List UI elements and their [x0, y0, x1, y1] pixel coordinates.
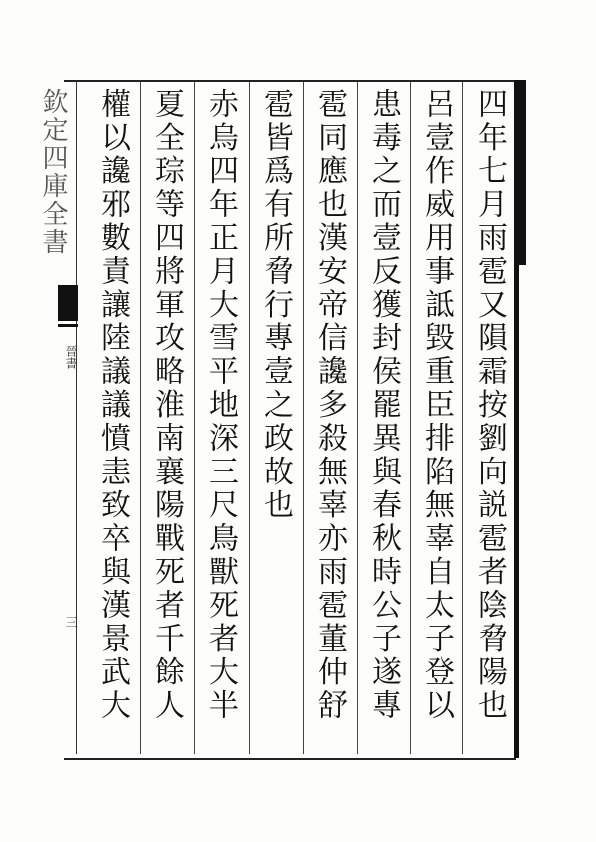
page-number: 三	[64, 616, 78, 628]
column-rule	[194, 82, 195, 754]
fish-tail-mark	[58, 285, 78, 321]
text-column-6: 赤烏四年正月大雪平地深三尺鳥獸死者大半	[203, 88, 238, 723]
fold-margin	[64, 82, 77, 754]
text-column-5: 雹皆爲有所脅行專壹之政故也	[258, 88, 293, 523]
column-rule	[410, 82, 411, 754]
text-column-7: 夏全琮等四將軍攻略淮南襄陽戰死者千餘人	[149, 88, 184, 723]
column-rule	[140, 82, 141, 754]
column-rule	[462, 82, 463, 754]
book-title-margin: 欽定四庫全書	[38, 88, 68, 256]
chapter-label: 晉書	[64, 345, 78, 369]
column-rule	[357, 82, 358, 754]
fish-tail-line	[58, 324, 78, 327]
text-column-2: 呂壹作威用事詆毀重臣排陷無辜自太子登以	[419, 88, 454, 723]
text-column-4: 雹同應也漢安帝信讒多殺無辜亦雨雹董仲舒	[312, 88, 347, 723]
right-border-block	[514, 80, 526, 265]
text-column-1: 四年七月雨雹又隕霜按劉向説雹者陰脅陽也	[472, 88, 507, 723]
text-column-3: 患毒之而壹反獲封侯罷異與春秋時公子遂專	[366, 88, 401, 723]
column-rule	[303, 82, 304, 754]
column-rule	[249, 82, 250, 754]
text-column-8: 權以讒邪數責讓陸議議憤恚致卒與漢景武大	[95, 88, 130, 723]
